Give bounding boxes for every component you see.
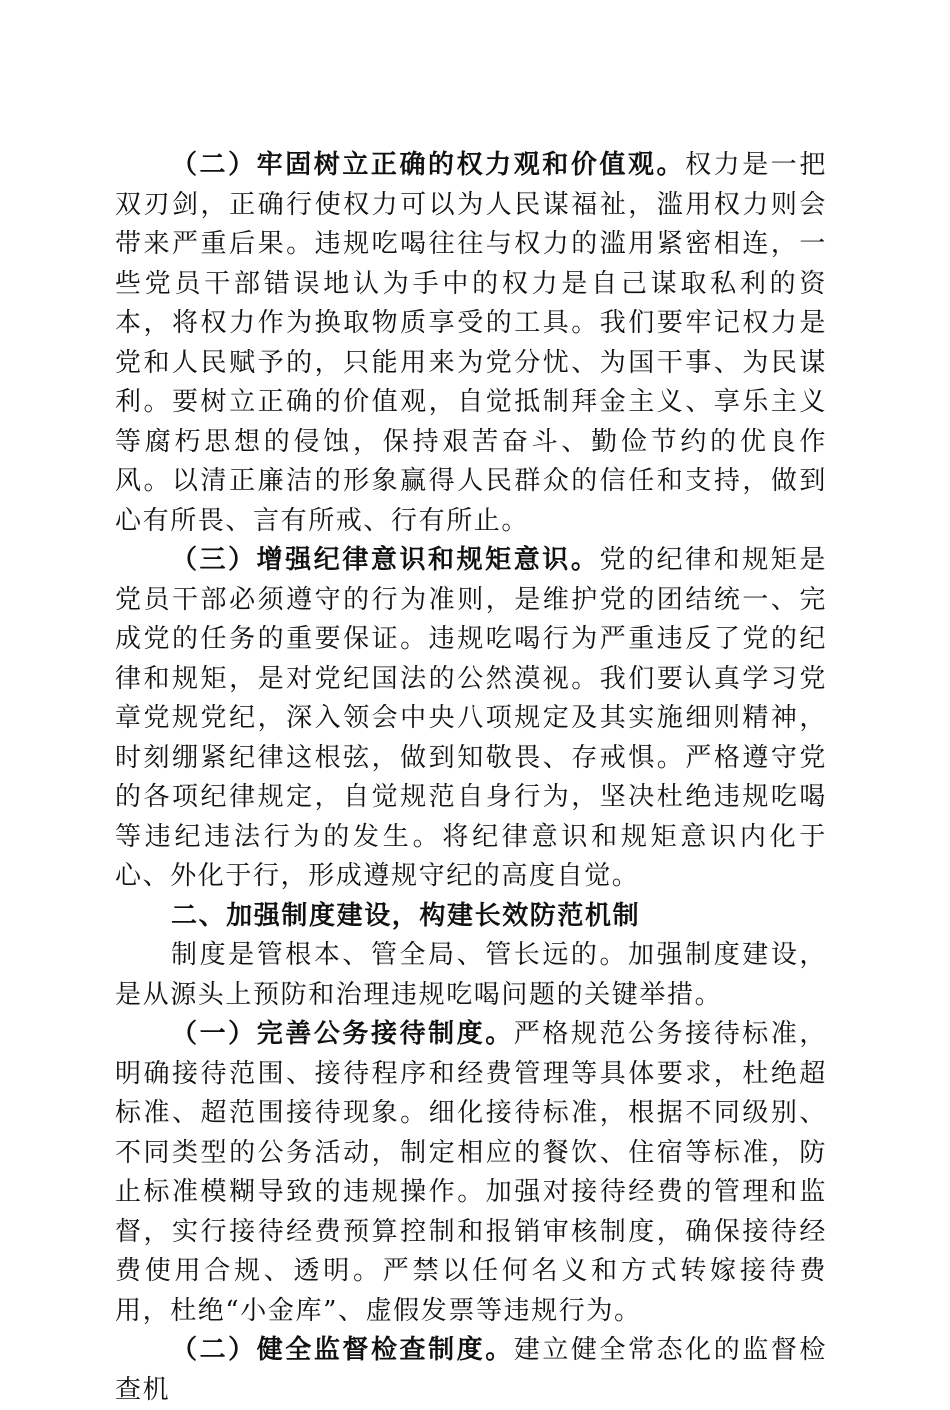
paragraph-lead: （二）牢固树立正确的权力观和价值观。: [171, 150, 686, 180]
paragraph-text: 权力是一把双刃剑，正确行使权力可以为人民谋福祉，滥用权力则会带来严重后果。违规吃喝往往与权力的滥用紧密相连，一些党员干部错误地认为手中的权力是自己谋取私利的资本，将权力作为换取物质享受的工具。我们要牢记权力是党和人民赋予的，只能用来为党分忧、为国干事、为民谋利。要树立正确的价值观，自觉抵制拜金主义、享乐主义等腐朽思想的侵蚀，保持艰苦奋斗、勤俭节约的优良作风。以清正廉洁的形象赢得人民群众的信任和支持，做到心有所畏、言有所戒、行有所止。: [115, 150, 827, 536]
paragraph-reception-system: [115, 1015, 827, 1331]
paragraph-power-values: [115, 146, 827, 541]
paragraph-supervision-system: [115, 1331, 827, 1410]
paragraph-text: 党的纪律和规矩是党员干部必须遵守的行为准则，是维护党的团结统一、完成党的任务的重要保证。违规吃喝行为严重违反了党的纪律和规矩，是对党纪国法的公然漠视。我们要认真学习党章党规党纪，深入领会中央八项规定及其实施细则精神，时刻绷紧纪律这根弦，做到知敬畏、存戒惧。严格遵守党的各项纪律规定，自觉规范自身行为，坚决杜绝违规吃喝等违纪违法行为的发生。将纪律意识和规矩意识内化于心、外化于行，形成遵规守纪的高度自觉。: [115, 545, 827, 891]
paragraph-lead: （一）完善公务接待制度。: [171, 1019, 514, 1049]
paragraph-text: 制度是管根本、管全局、管长远的。加强制度建设，是从源头上预防和治理违规吃喝问题的关键举措。: [115, 940, 827, 1010]
paragraph-text: 严格规范公务接待标准，明确接待范围、接待程序和经费管理等具体要求，杜绝超标准、超范围接待现象。细化接待标准，根据不同级别、不同类型的公务活动，制定相应的餐饮、住宿等标准，防止标准模糊导致的违规操作。加强对接待经费的管理和监督，实行接待经费预算控制和报销审核制度，确保接待经费使用合规、透明。严禁以任何名义和方式转嫁接待费用，杜绝“小金库”、虚假发票等违规行为。: [115, 1019, 827, 1326]
paragraph-lead: （三）增强纪律意识和规矩意识。: [171, 545, 600, 575]
section-heading: 二、加强制度建设，构建长效防范机制: [171, 900, 641, 931]
document-body: [115, 146, 827, 1410]
paragraph-institution-intro: [115, 936, 827, 1015]
paragraph-lead: （二）健全监督检查制度。: [171, 1335, 514, 1365]
paragraph-discipline-awareness: [115, 541, 827, 897]
paragraph-text: 建立健全常态化的监督检查机: [115, 1335, 827, 1405]
